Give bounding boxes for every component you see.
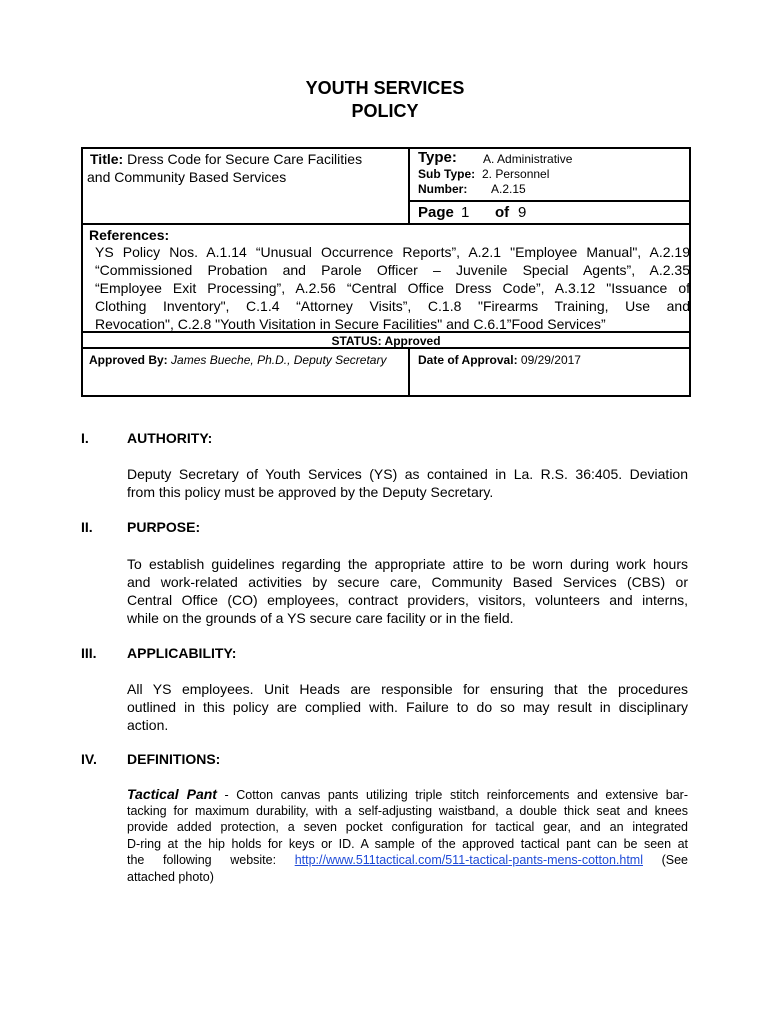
policy-title-cell [87,150,400,186]
approval-date-row [418,352,581,368]
paragraph-line: provide added protection, a seven pocket configuration for tactical gear, and an integrated [127,820,688,834]
number-value: A.2.15 [491,182,526,196]
title-line1: Dress Code for Secure Care Facilities [127,151,363,167]
status-value: Approved [384,334,441,348]
term-definition-start: - Cotton canvas pants utilizing triple stitch reinforcements and extensive bar- [216,788,688,802]
status-row [81,333,691,349]
box-divider-refs [81,223,691,225]
paragraph-line: tacking for maximum durability, with a self-adjusting waistband, a double thick seat and knees [127,803,688,818]
paragraph-line [127,786,688,803]
box-divider-type-page [408,200,691,202]
page-label: Page [418,204,454,221]
paragraph-line [127,852,688,869]
paragraph-line: outlined in this policy are complied with. Failure to do so may result in disciplinary [127,699,688,715]
references-text [95,243,690,333]
section-heading-purpose: PURPOSE: [127,519,201,535]
purpose-paragraph [127,555,688,627]
approved-by-row [89,352,386,368]
number-label: Number: [418,182,468,196]
references-label: References: [89,227,170,243]
doc-title-line1: YOUTH SERVICES [305,78,465,98]
authority-paragraph [127,465,688,501]
term-tactical-pant: Tactical Pant [127,786,217,802]
paragraph-line: and work-related activities by secure care, Community Based Services (CBS) or [127,574,688,590]
reference-line: Clothing Inventory", C.1.4 “Attorney Visits”, C.1.8 "Firearms Training, Use and [95,298,690,314]
date-label: Date of Approval: [418,353,518,367]
paragraph-line: attached photo) [127,869,214,884]
type-value: A. Administrative [483,152,573,166]
section-number: III. [81,645,97,661]
tactical-pants-link[interactable]: http://www.511tactical.com/511-tactical-pants-mens-cotton.html [294,853,643,867]
paragraph-line: Central Office (CO) employees, contract providers, visitors, volunteers and interns, [127,592,688,608]
subtype-value: 2. Personnel [482,167,550,181]
status-label: STATUS: [331,334,382,348]
link-prefix: the following website: [127,853,295,867]
section-number: I. [81,430,89,446]
applicability-paragraph [127,680,688,734]
box-divider-top [408,147,410,225]
paragraph-line: action. [127,717,169,733]
link-suffix: (See [642,853,688,867]
reference-line: YS Policy Nos. A.1.14 “Unusual Occurrence Reports”, A.2.1 "Employee Manual", A.2.19 [95,244,690,260]
of-label: of [495,204,510,221]
paragraph-line: To establish guidelines regarding the appropriate attire to be worn during work hours [127,556,688,572]
paragraph-line: from this policy must be approved by the Deputy Secretary. [127,484,494,500]
title-label: Title: [90,151,124,167]
of-value: 9 [518,204,527,221]
reference-line: “Employee Exit Processing”, A.2.56 “Central Office Dress Code”, A.3.12 "Issuance of [95,280,690,296]
approved-by-label: Approved By: [89,353,168,367]
definitions-paragraph [127,786,688,885]
section-number: II. [81,519,93,535]
date-value: 09/29/2017 [520,353,581,367]
approved-by-value: James Bueche, Ph.D., Deputy Secretary [171,353,387,367]
subtype-label: Sub Type: [418,167,476,181]
box-divider-bottom [408,347,410,397]
section-heading-applicability: APPLICABILITY: [127,645,237,661]
section-heading-definitions: DEFINITIONS: [127,751,221,767]
reference-line: “Commissioned Probation and Parole Officer – Juvenile Special Agents”, A.2.35 [95,262,690,278]
doc-title-line2: POLICY [351,101,419,121]
reference-line: Revocation", C.2.8 "Youth Visitation in Secure Facilities" and C.6.1”Food Services” [95,316,606,332]
title-line2: and Community Based Services [87,169,287,185]
paragraph-line: All YS employees. Unit Heads are responsible for ensuring that the procedures [127,681,688,697]
section-number: IV. [81,751,97,767]
page-value: 1 [461,204,470,221]
type-label: Type: [418,149,457,166]
paragraph-line: D-ring at the hip holds for keys or ID. A sample of the approved tactical pant can be seen at [127,836,688,851]
section-heading-authority: AUTHORITY: [127,430,213,446]
paragraph-line: Deputy Secretary of Youth Services (YS) as contained in La. R.S. 36:405. Deviation [127,466,688,482]
paragraph-line: while on the grounds of a YS secure care facility or in the field. [127,610,514,626]
